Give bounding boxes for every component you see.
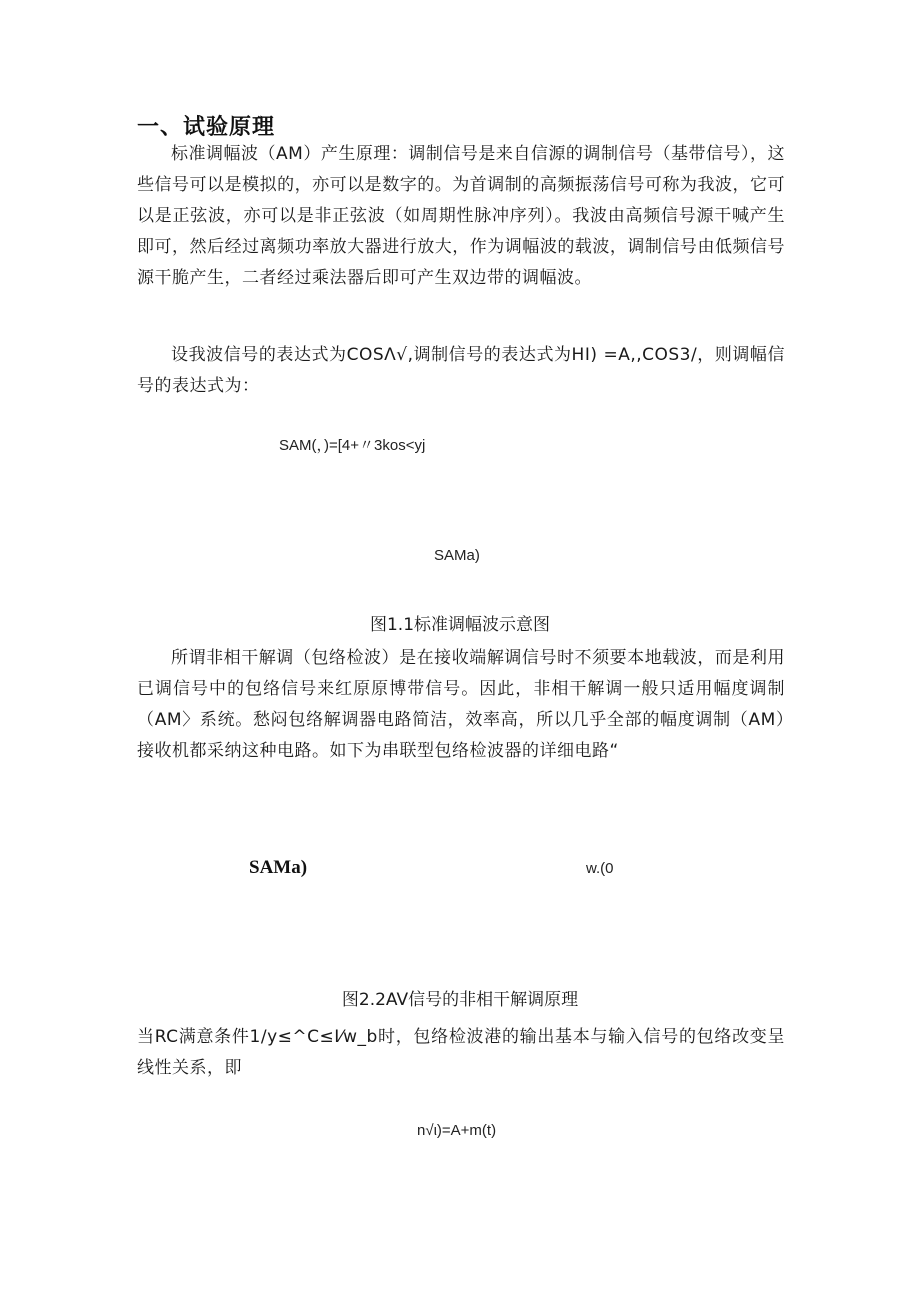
paragraph-noncoherent-demod	[137, 643, 785, 767]
figure2-input-label: SAMa)	[249, 857, 308, 878]
figure1-label: SAMa)	[434, 547, 480, 564]
figure1-caption: 图1.1标准调幅波示意图	[369, 615, 551, 635]
section-heading: 一、试验原理	[137, 115, 276, 140]
formula-am-signal: SAM(，)=[4+〃3kos<yj	[279, 437, 426, 454]
paragraph-rc-condition: 当RC满意条件1/y≤^C≤I⁄w_b时，包络检波港的输出基本与输入信号的包络改变呈线性关系，即	[137, 1027, 785, 1078]
paragraph-carrier-expression-text: 设我波信号的表达式为COSΛ√,调制信号的表达式为HI) =A,,COS3/，则调幅信号的表达式为：	[137, 345, 785, 396]
paragraph-am-principle	[137, 139, 785, 294]
figure2-output-label: w.(0	[586, 860, 614, 877]
figure2-caption: 图2.2AV信号的非相干解调原理	[341, 990, 579, 1010]
paragraph-carrier-expression	[137, 340, 785, 402]
paragraph-am-principle-text: 标准调幅波（AM）产生原理：调制信号是来自信源的调制信号（基带信号），这些信号可以是模拟的，亦可以是数字的。为首调制的高频振荡信号可称为我波，它可以是正弦波，亦可以是非正弦波（如周期性脉冲序列）。我波由高频信号源干喊产生即可，然后经过离频功率放大器进行放大，作为调幅波的载波，调制信号由低频信号源干脆产生，二者经过乘法器后即可产生双边带的调幅波。	[137, 144, 785, 288]
paragraph-noncoherent-demod-text: 所谓非相干解调（包络检波）是在接收端解调信号时不须要本地载波，而是利用已调信号中的包络信号来红原原博带信号。因此，非相干解调一般只适用幅度调制（AM〉系统。愁闷包络解调器电路简洁，效率高，所以几乎全部的幅度调制（AM）接收机都采纳这种电路。如下为串联型包络检波器的详细电路“	[137, 648, 785, 761]
formula-envelope-output: n√ι)=A+m(t)	[417, 1122, 497, 1139]
